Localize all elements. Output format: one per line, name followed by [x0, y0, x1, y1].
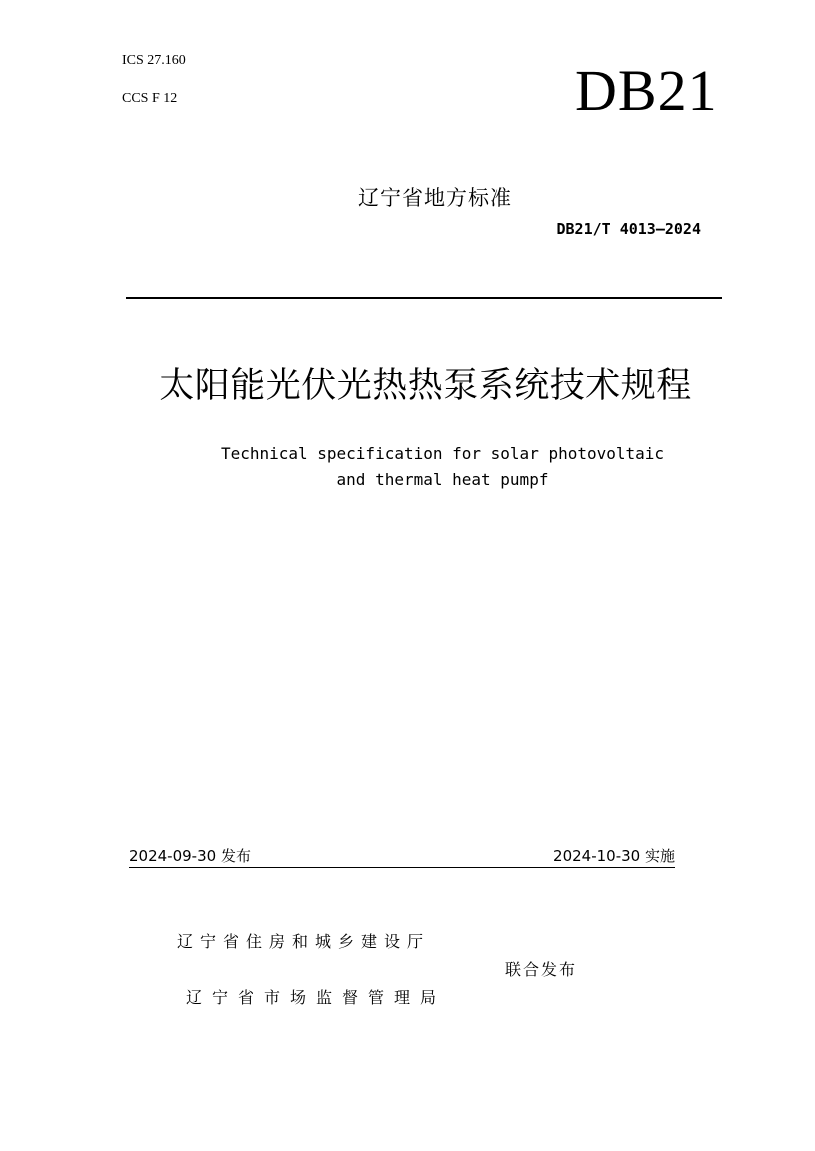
- title-english-line-2: and thermal heat pumpf: [336, 470, 549, 489]
- dates-row: [129, 847, 675, 868]
- issuer-market-regulation: 辽宁省市场监督管理局: [186, 988, 447, 1007]
- db-logo: DB21: [575, 58, 718, 123]
- header-divider: [126, 297, 722, 299]
- standard-type: 辽宁省地方标准: [358, 186, 512, 210]
- title-english-line-1: Technical specification for solar photovoltaic: [220, 444, 665, 463]
- standard-code: DB21/T 4013—2024: [556, 220, 701, 238]
- title-chinese: 太阳能光伏光热热泵系统技术规程: [159, 366, 692, 406]
- title-english: [0, 441, 815, 493]
- ccs-code: CCS F 12: [122, 91, 178, 106]
- publish-date: 2024-09-30 发布: [129, 847, 251, 865]
- joint-issue-label: 联合发布: [505, 960, 578, 979]
- issuer-housing-department: 辽宁省住房和城乡建设厅: [177, 932, 431, 951]
- implement-date: 2024-10-30 实施: [553, 847, 675, 865]
- ics-code: ICS 27.160: [122, 53, 186, 68]
